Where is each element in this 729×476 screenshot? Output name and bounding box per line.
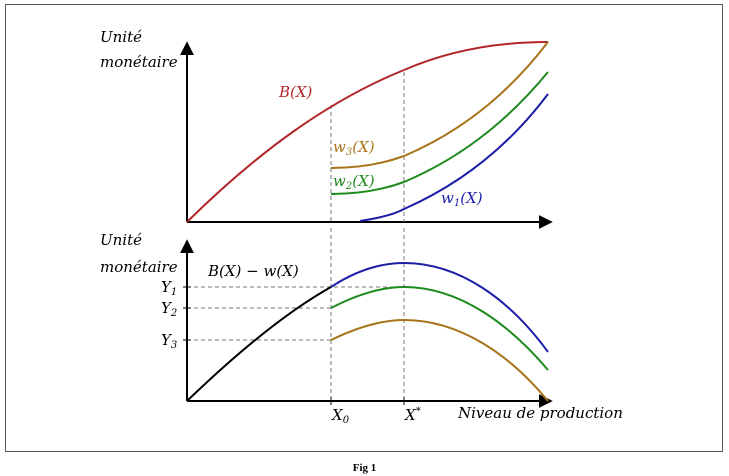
- curve-b: [187, 42, 548, 222]
- bottom-y-label-line1: Unité: [100, 231, 143, 249]
- curve-base: [187, 287, 331, 401]
- curve-diff-w1: [331, 263, 548, 352]
- label-x0: $X_0$: [332, 406, 350, 426]
- curve-diff-w3: [331, 320, 548, 401]
- top-panel: [100, 28, 550, 222]
- x-axis-label: Niveau de production: [458, 404, 623, 422]
- label-w3: $w_3(X)$: [333, 138, 375, 158]
- label-y1: $Y_1$: [161, 278, 178, 298]
- label-b-minus-w: B(X) − w(X): [208, 262, 299, 280]
- label-y2: $Y_2$: [161, 299, 178, 319]
- figure-caption: Fig 1: [352, 462, 377, 474]
- bottom-panel: [100, 228, 623, 426]
- curve-diff-w2: [331, 287, 548, 370]
- top-y-label-line1: Unité: [100, 28, 143, 46]
- label-b: B(X): [279, 83, 313, 101]
- label-w1: $w_1(X)$: [441, 189, 483, 209]
- top-y-label-line2: monétaire: [100, 53, 178, 71]
- label-w2: $w_2(X)$: [333, 172, 375, 192]
- bottom-y-label-line2: monétaire: [100, 258, 178, 276]
- label-xstar: X*: [405, 406, 421, 424]
- label-y3: $Y_3$: [161, 331, 178, 351]
